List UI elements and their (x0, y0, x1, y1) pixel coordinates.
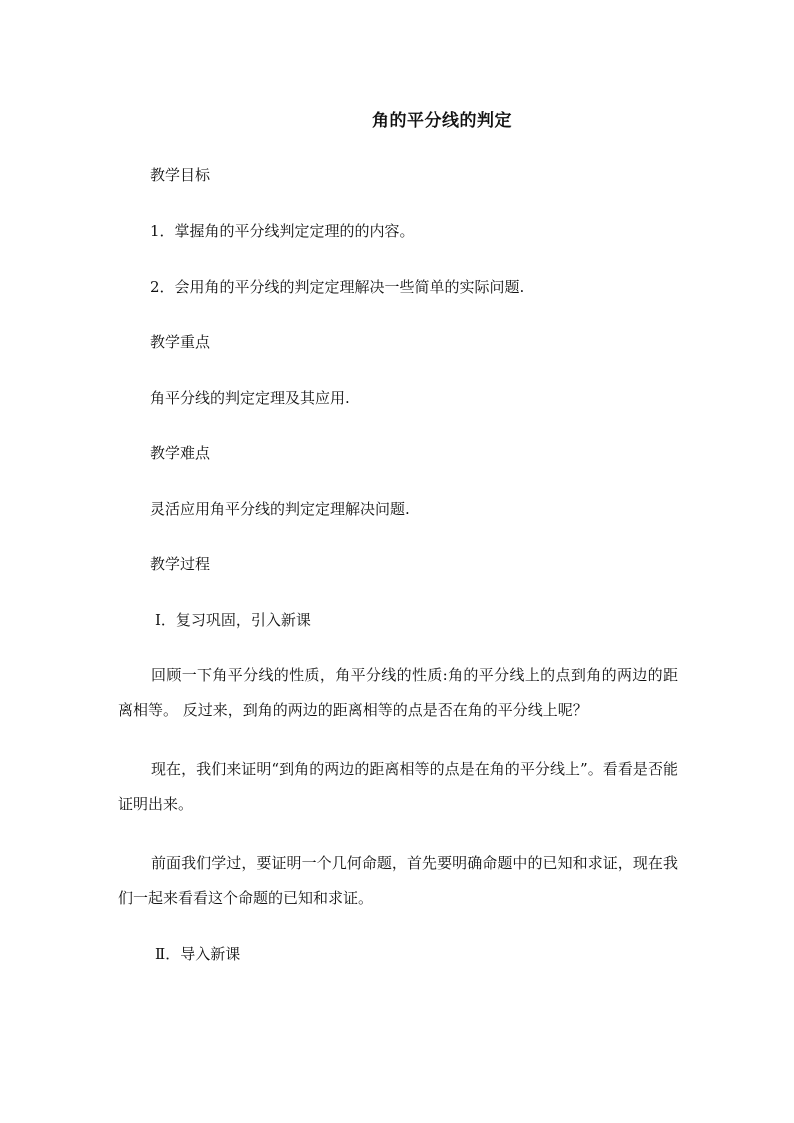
heading-difficulties: 教学难点 (150, 444, 211, 462)
document-title: 角的平分线的判定 (372, 111, 512, 131)
heading-teaching-goals: 教学目标 (150, 166, 211, 184)
goal-item-1: 1．掌握角的平分线判定定理的的内容。 (150, 222, 415, 240)
paragraph-proof-intro: 现在，我们来证明“到角的两边的距离相等的点是在角的平分线上”。看看是否能证明出来。 (118, 760, 678, 813)
heading-teaching-process: 教学过程 (150, 555, 211, 573)
difficulty-text: 灵活应用角平分线的判定定理解决问题. (150, 500, 410, 518)
section-heading-new-lesson: Ⅱ．导入新课 (155, 945, 241, 963)
paragraph-given-prove: 前面我们学过，要证明一个几何命题，首先要明确命题中的已知和求证，现在我们一起来看看这个命题的已知和求证。 (118, 854, 678, 907)
section-heading-review: Ⅰ．复习巩固，引入新课 (155, 611, 311, 629)
key-point-text: 角平分线的判定定理及其应用. (150, 389, 350, 407)
heading-key-points: 教学重点 (150, 333, 211, 351)
paragraph-review: 回顾一下角平分线的性质，角平分线的性质:角的平分线上的点到角的两边的距离相等。 反过来，到角的两边的距离相等的点是否在角的平分线上呢？ (118, 666, 678, 719)
goal-item-2: 2．会用角的平分线的判定定理解决一些简单的实际问题. (150, 278, 525, 296)
